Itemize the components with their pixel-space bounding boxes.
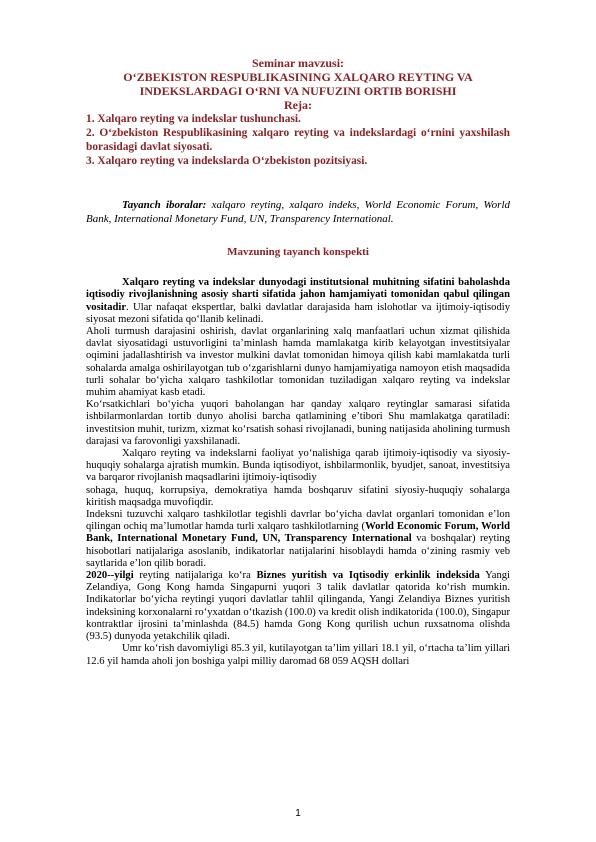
paragraph-8: Umr ko‘rish davomiyligi 85.3 yil, kutilayotgan ta’lim yillari 18.1 yil, o‘rtacha ta’lim yillari 12.6 yil hamda aholi jon boshiga yalpi milliy daromad 68 059 AQSH dollari	[86, 643, 510, 667]
paragraph-2: Aholi turmush darajasini oshirish, davlat organlarining xalq manfaatlari uchun xizmat qilishida davlat siyosatidagi ustuvorligini ta’minlash hamda mamlakatga kirib kelayotgan investitsiyalar oqimini jadallashtirish va investor mulkini davlat tomonidan himoya qilish kabi mamlakatda turli sohalarda amalga oshirilayotgan tub o‘zgarishlarni dunyo hamjamiyatiga namoyon etish maqsadida turli sohalar bo‘yicha xalqaro tashkilotlar tomonidan tuziladigan xalqaro reyting va indekslar muhim ahamiyat kasb etadi.	[86, 326, 510, 399]
topic-title-line2: INDEKSLARDAGI O‘RNI VA NUFUZINI ORTIB BORISHI	[139, 84, 457, 98]
paragraph-7-year: 2020--yilgi	[86, 570, 134, 582]
konspekt-heading: Mavzuning tayanch konspekti	[227, 246, 369, 258]
paragraph-1-bold: Xalqaro reyting va indekslar dunyodagi institutsional muhitning sifatini baholashda iqtisodiy rivojlanishning asosiy sharti sifatida jahon hamjamiyati tomonidan qabul qilingan vositadir	[86, 277, 510, 313]
plan-item-1: 1. Xalqaro reyting va indekslar tushunchasi.	[86, 113, 301, 125]
paragraph-6-organizations: World Economic Forum, World Bank, International Monetary Fund, UN, Transparency International	[86, 521, 511, 545]
keywords-text: xalqaro reyting, xalqaro indeks, World Economic Forum, World Bank, International Monetary Fund, UN, Transparency International.	[86, 199, 510, 225]
keywords-label: Tayanch iboralar:	[122, 199, 207, 211]
plan-item-2: 2. O‘zbekiston Respublikasining xalqaro reyting va indekslardagi o‘rnini yaxshilash borasidagi davlat siyosati.	[86, 127, 510, 153]
paragraph-1	[86, 277, 510, 326]
paragraph-5: sohaga, huquq, korrupsiya, demokratiya hamda boshqaruv sifatini siyosiy-huquqiy sohalarga kiritish maqsadga muvofiqdir.	[86, 484, 510, 508]
seminar-label: Seminar mavzusi:	[251, 56, 345, 70]
paragraph-1-text: . Ular nafaqat ekspertlar, balki davlatlar darajasida ham islohotlar va ijtimoiy-iqtisodiy siyosat mezoni sifatida qo‘llanib kelinadi.	[86, 301, 510, 325]
plan-item-3: 3. Xalqaro reyting va indekslarda O‘zbekiston pozitsiyasi.	[86, 155, 368, 167]
paragraph-7-text-b: Yangi Zelandiya, Gong Kong hamda Singapurni yuqori 3 talik davlatlar qatorida ko‘rish mumkin. Indikatorlar bo‘yicha reytingi yuqori davlatlar tahlil qilinganda, Yangi Zelandiya Biznes yuritish indeksining korxonalarni ro‘yxatdan o‘tkazish (100.0) va kredit olish indikatorida (100.0), Singapur kontraktlar ijrosini ta’minlashda (84.5) hamda Gong Kong qurilish uchun ruxsatnoma olishda (93.5) dunyoda yetakchilik qiladi.	[86, 570, 510, 643]
keywords-paragraph	[86, 198, 510, 226]
paragraph-7-text-a: reyting natijalariga ko‘ra	[133, 570, 257, 582]
paragraph-6	[86, 509, 510, 570]
paragraph-7	[86, 570, 510, 643]
page-content	[86, 56, 510, 668]
page-number: 1	[295, 808, 301, 819]
paragraph-6-text-end: va boshqalar) reyting hisobotlari natijalariga asoslanib, indikatorlar natijalarini hisoblaydi hamda o‘zining rasmiy veb saytlarida e’lon qilib boradi.	[86, 533, 511, 569]
topic-title-line1: O‘ZBEKISTON RESPUBLIKASINING XALQARO REYTING VA	[123, 70, 473, 84]
paragraph-6-text-start: Indeksni tuzuvchi xalqaro tashkilotlar tegishli davrlar bo‘yicha davlat organlari tomonidan e’lon qilingan ochiq ma’lumotlar hamda turli xalqaro tashkilotlarning (	[86, 509, 510, 533]
plan-heading: Reja:	[284, 98, 312, 112]
paragraph-3: Ko‘rsatkichlari bo‘yicha yuqori baholangan har qanday xalqaro reytinglar samarasi sifatida ishbilarmonlardan tortib dunyo aholisi barcha qatlamining e’tibori Shu mamlakatga qaratiladi: investitsion muhit, turizm, xizmat ko‘rsatish sohasi rivojlanadi, buning natijasida aholining turmush darajasi va farovonligi yaxshilanadi.	[86, 399, 510, 447]
paragraph-4: Xalqaro reyting va indekslarni faoliyat yo‘nalishiga qarab ijtimoiy-iqtisodiy va siyosiy-huquqiy sohalarga ajratish mumkin. Bunda iqtisodiyot, ishbilarmonlik, byudjet, sanoat, investitsiya va barqaror rivojlanish maqsadlarini ijtimoiy-iqtisodiy	[86, 448, 510, 484]
paragraph-7-index-name: Biznes yuritish va Iqtisodiy erkinlik indeksida	[256, 570, 480, 582]
